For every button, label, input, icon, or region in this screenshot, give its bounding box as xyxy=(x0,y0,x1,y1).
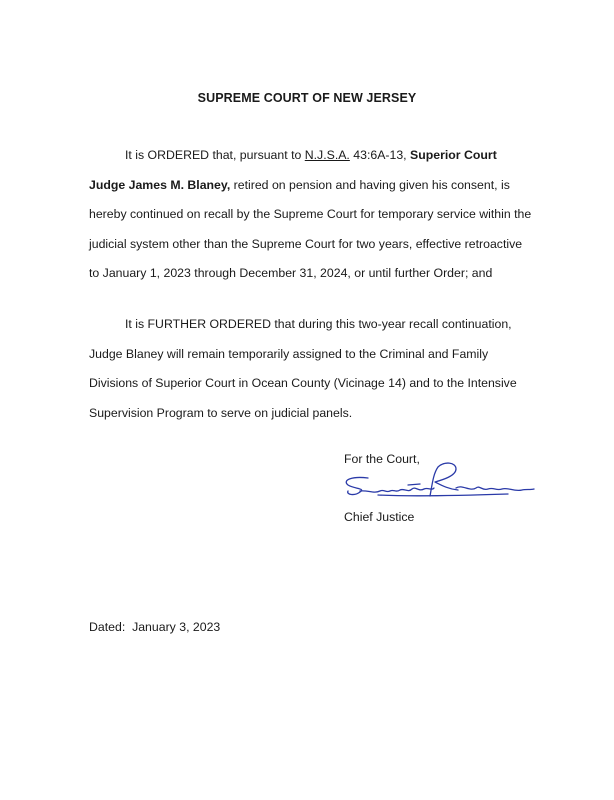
signature-stroke-r xyxy=(430,463,458,496)
judge-name-bold: Judge James M. Blaney, xyxy=(89,177,231,192)
for-the-court-label: For the Court, xyxy=(344,452,420,466)
paragraph-2-line-1: It is FURTHER ORDERED that during this two-year recall continuation, xyxy=(125,317,512,331)
court-name-bold: Superior Court xyxy=(410,148,497,162)
date-line: Dated: January 3, 2023 xyxy=(89,620,221,634)
signer-title: Chief Justice xyxy=(344,510,415,524)
signature-stroke-cross xyxy=(408,484,420,485)
paragraph-2-line-4: Supervision Program to serve on judicial panels. xyxy=(89,405,353,420)
statute-citation: N.J.S.A. xyxy=(304,148,350,162)
signature-stroke-s xyxy=(346,477,368,494)
paragraph-1-line-1 xyxy=(89,141,529,171)
document-title: SUPREME COURT OF NEW JERSEY xyxy=(197,91,417,105)
paragraph-1-line-2 xyxy=(89,171,529,201)
consent-text: retired on pension and having given his consent, is xyxy=(230,177,510,192)
paragraph-1-line-3: hereby continued on recall by the Supreme Court for temporary service within the xyxy=(89,207,532,221)
signature-image xyxy=(338,458,538,506)
signature-stroke-underline xyxy=(378,494,508,496)
paragraph-1-line-4: judicial system other than the Supreme Court for two years, effective retroactive xyxy=(89,236,523,251)
order-intro-text: It is ORDERED that, pursuant to xyxy=(125,148,305,162)
paragraph-2-line-2: Judge Blaney will remain temporarily assigned to the Criminal and Family xyxy=(89,346,489,361)
signature-strokes xyxy=(346,463,534,496)
paragraph-1-line-5: to January 1, 2023 through December 31, 2024, or until further Order; and xyxy=(89,266,493,280)
order-paragraph-2 xyxy=(89,310,529,428)
statute-section: 43:6A-13, xyxy=(349,148,411,162)
signature-stroke-last-name xyxy=(456,487,534,491)
signature-stroke-first-name xyxy=(360,488,434,492)
paragraph-2-line-3: Divisions of Superior Court in Ocean County (Vicinage 14) and to the Intensive xyxy=(89,376,517,390)
order-paragraph-1 xyxy=(89,141,532,289)
